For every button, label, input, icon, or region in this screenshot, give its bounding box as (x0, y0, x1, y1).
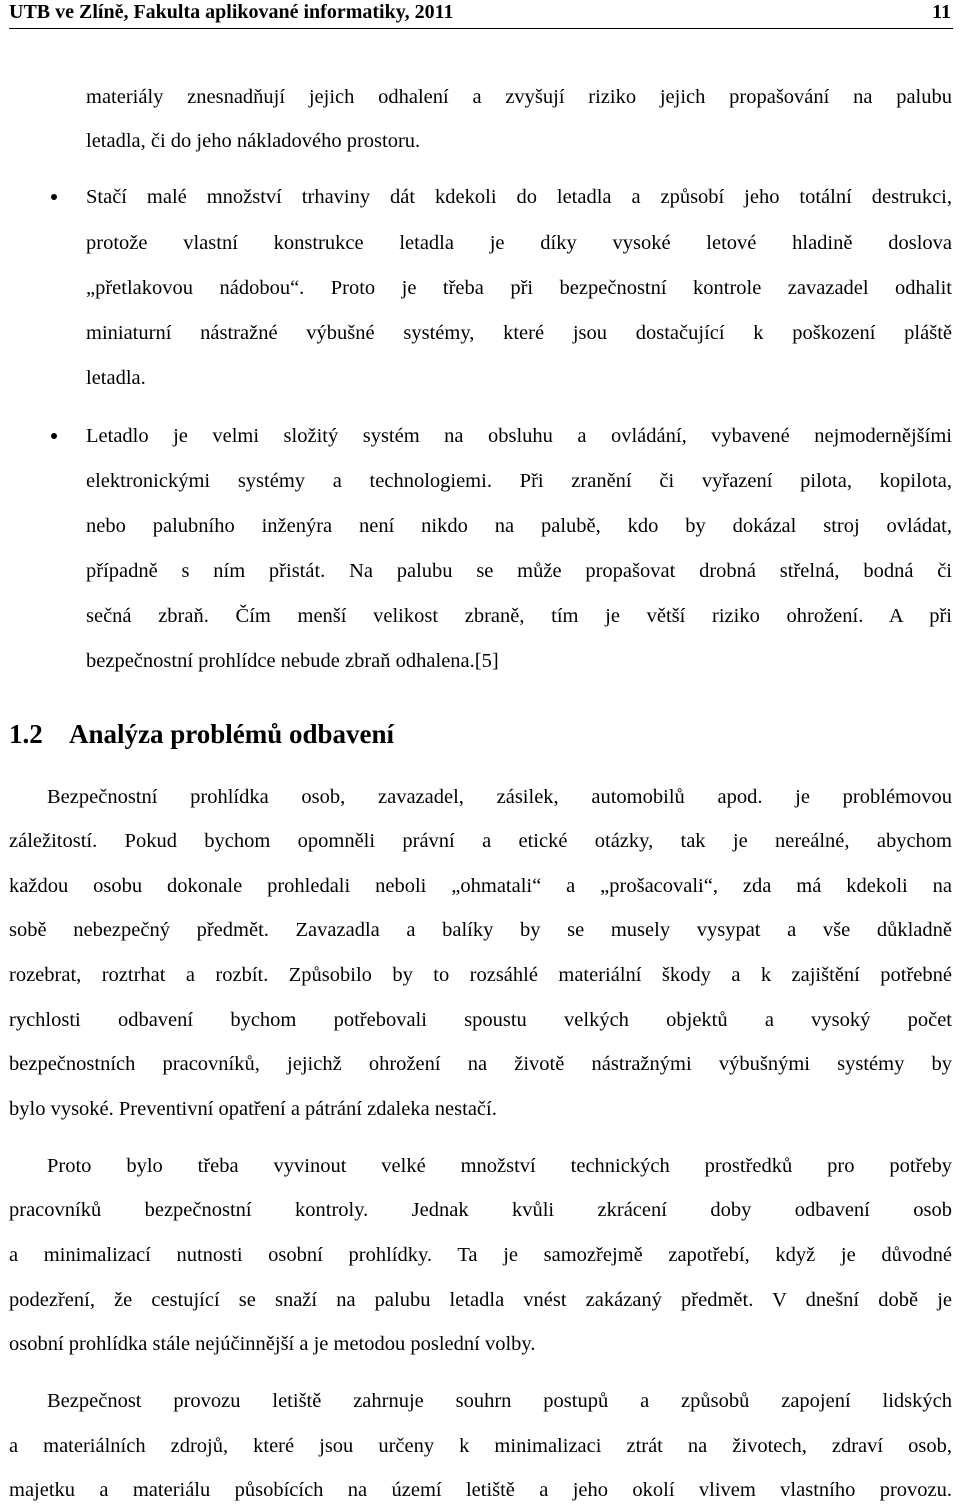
header-title: UTB ve Zlíně, Fakulta aplikované informatiky, 2011 (9, 1, 454, 23)
paragraph-1-line-8: bylo vysoké. Preventivní opatření a pátrání zdaleka nestačí. (9, 1098, 497, 1120)
paragraph-2-line-1: Proto bylo třeba vyvinout velké množství technických prostředků pro potřeby (47, 1155, 952, 1177)
bullet-2-line-5: letadla. (86, 367, 146, 389)
section-number: 1.2 (9, 719, 43, 749)
paragraph-1-line-6: rychlosti odbavení bychom potřebovali spoustu velkých objektů a vysoký počet (9, 1009, 952, 1031)
page-number: 11 (932, 1, 951, 23)
paragraph-2-line-2: pracovníků bezpečnostní kontroly. Jednak kvůli zkrácení doby odbavení osob (9, 1199, 952, 1221)
paragraph-1-line-7: bezpečnostních pracovníků, jejichž ohrožení na životě nástražnými výbušnými systémy by (9, 1053, 952, 1075)
paragraph-3-line-3: majetku a materiálu působících na území letiště a jeho okolí vlivem vlastního provozu. (9, 1479, 952, 1501)
bullet-2-line-1: Stačí malé množství trhaviny dát kdekoli do letadla a způsobí jeho totální destrukci, (86, 186, 952, 208)
paragraph-2-line-5: osobní prohlídka stále nejúčinnější a je metodou poslední volby. (9, 1333, 536, 1355)
bullet-3-line-1: Letadlo je velmi složitý systém na obsluhu a ovládání, vybavené nejmodernějšími (86, 425, 952, 447)
paragraph-2-line-3: a minimalizací nutnosti osobní prohlídky. Ta je samozřejmě zapotřebí, když je důvodné (9, 1244, 952, 1266)
bullet-2-line-3: „přetlakovou nádobou“. Proto je třeba při bezpečnostní kontrole zavazadel odhalit (86, 277, 952, 299)
paragraph-1-line-1: Bezpečnostní prohlídka osob, zavazadel, zásilek, automobilů apod. je problémovou (47, 786, 952, 808)
bullet-3-line-6: bezpečnostní prohlídce nebude zbraň odhalena.[5] (86, 650, 499, 672)
bullet-2-line-4: miniaturní nástražné výbušné systémy, které jsou dostačující k poškození pláště (86, 322, 952, 344)
paragraph-2-line-4: podezření, že cestující se snaží na palubu letadla vnést zakázaný předmět. V dnešní době je (9, 1289, 952, 1311)
bullet-3-line-3: nebo palubního inženýra není nikdo na palubě, kdo by dokázal stroj ovládat, (86, 515, 952, 537)
bullet-marker-2 (51, 194, 57, 200)
paragraph-3-line-2: a materiálních zdrojů, které jsou určeny k minimalizaci ztrát na životech, zdraví osob, (9, 1435, 952, 1457)
bullet-1-line-2: letadla, či do jeho nákladového prostoru. (86, 130, 421, 152)
bullet-3-line-2: elektronickými systémy a technologiemi. Při zranění či vyřazení pilota, kopilota, (86, 470, 952, 492)
paragraph-1-line-4: sobě nebezpečný předmět. Zavazadla a balíky by se musely vysypat a vše důkladně (9, 919, 952, 941)
section-title: Analýza problémů odbavení (69, 719, 395, 749)
bullet-marker-3 (51, 433, 57, 439)
paragraph-1-line-2: záležitostí. Pokud bychom opomněli právní a etické otázky, tak je nereálné, abychom (9, 830, 952, 852)
paragraph-3-line-1: Bezpečnost provozu letiště zahrnuje souhrn postupů a způsobů zapojení lidských (47, 1390, 952, 1412)
bullet-1-line-1: materiály znesnadňují jejich odhalení a zvyšují riziko jejich propašování na palubu (86, 86, 952, 108)
bullet-2-line-2: protože vlastní konstrukce letadla je díky vysoké letové hladině doslova (86, 232, 952, 254)
paragraph-1-line-5: rozebrat, roztrhat a rozbít. Způsobilo by to rozsáhlé materiální škody a k zajištění potřebné (9, 964, 952, 986)
bullet-3-line-5: sečná zbraň. Čím menší velikost zbraně, tím je větší riziko ohrožení. A při (86, 605, 952, 627)
paragraph-1-line-3: každou osobu dokonale prohledali neboli „ohmatali“ a „prošacovali“, zda má kdekoli na (9, 875, 952, 897)
section-heading (9, 718, 394, 750)
running-header (9, 0, 953, 29)
bullet-3-line-4: případně s ním přistát. Na palubu se může propašovat drobná střelná, bodná či (86, 560, 952, 582)
